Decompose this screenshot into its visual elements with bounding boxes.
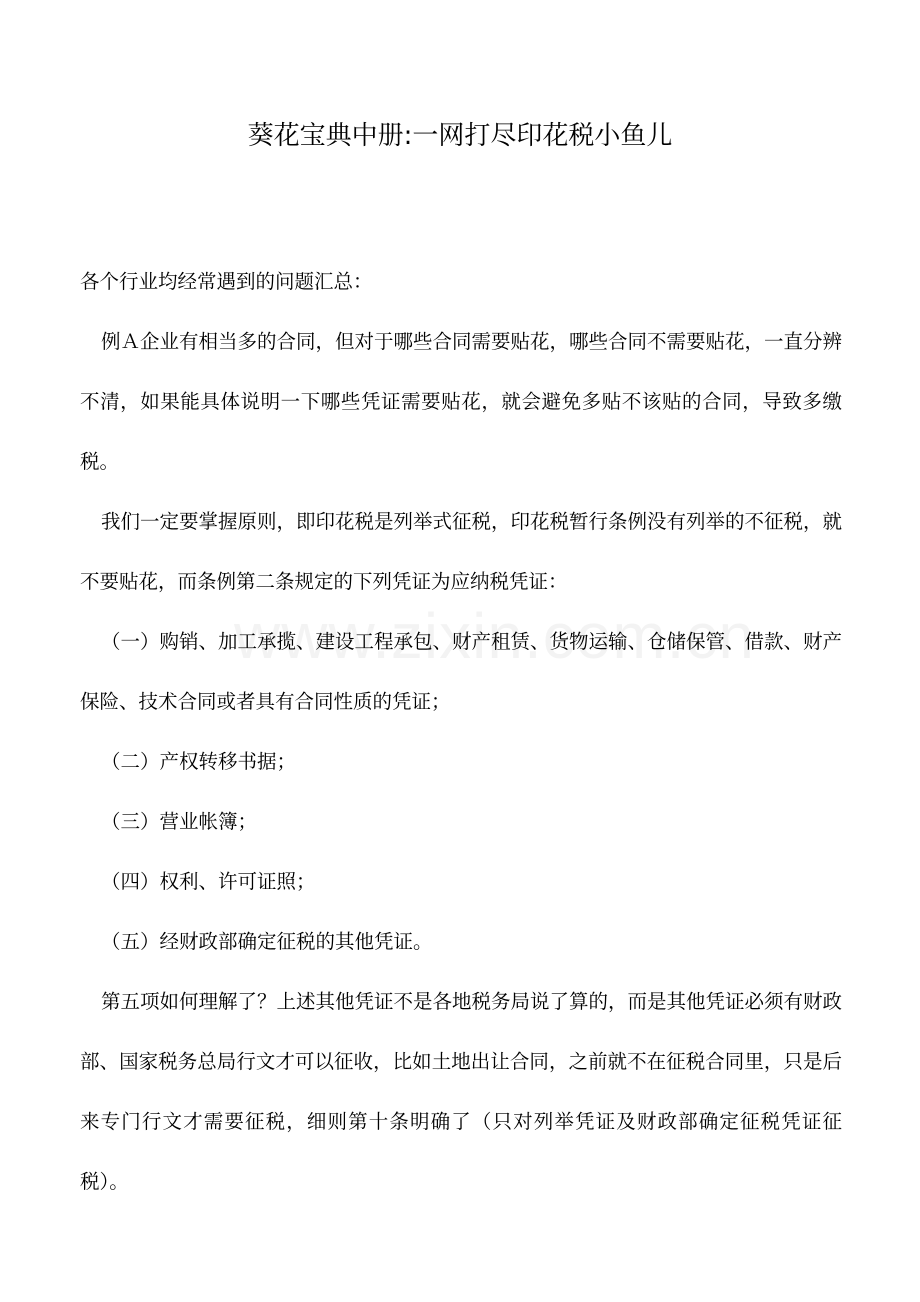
intro-paragraph: 各个行业均经常遇到的问题汇总： — [80, 270, 373, 293]
list-item-2: （二）产权转移书据； — [101, 750, 297, 773]
explanation-paragraph: 第五项如何理解了？上述其他凭证不是各地税务局说了算的，而是其他凭证必须有财政部、国家税务总局行文才可以征收，比如土地出让合同，之前就不在征税合同里，只是后来专门行文才需要征税，细则第十条明确了（只对列举凭证及财政部确定征税凭证征税）。 — [80, 990, 843, 1193]
list-item-4: （四）权利、许可证照； — [101, 870, 316, 893]
document-title: 葵花宝典中册:一网打尽印花税小鱼儿 — [247, 121, 673, 151]
list-item-3: （三）营业帐簿； — [101, 810, 258, 833]
list-item-1: （一）购销、加工承揽、建设工程承包、财产租赁、货物运输、仓储保管、借款、财产保险、技术合同或者具有合同性质的凭证； — [80, 630, 843, 713]
list-item-5: （五）经财政部确定征税的其他凭证。 — [101, 930, 433, 953]
document-body — [80, 252, 842, 1212]
principle-paragraph: 我们一定要掌握原则，即印花税是列举式征税，印花税暂行条例没有列举的不征税，就不要贴花，而条例第二条规定的下列凭证为应纳税凭证： — [80, 510, 843, 593]
example-paragraph: 例Ａ企业有相当多的合同，但对于哪些合同需要贴花，哪些合同不需要贴花，一直分辨不清，如果能具体说明一下哪些凭证需要贴花，就会避免多贴不该贴的合同，导致多缴税。 — [80, 330, 843, 473]
